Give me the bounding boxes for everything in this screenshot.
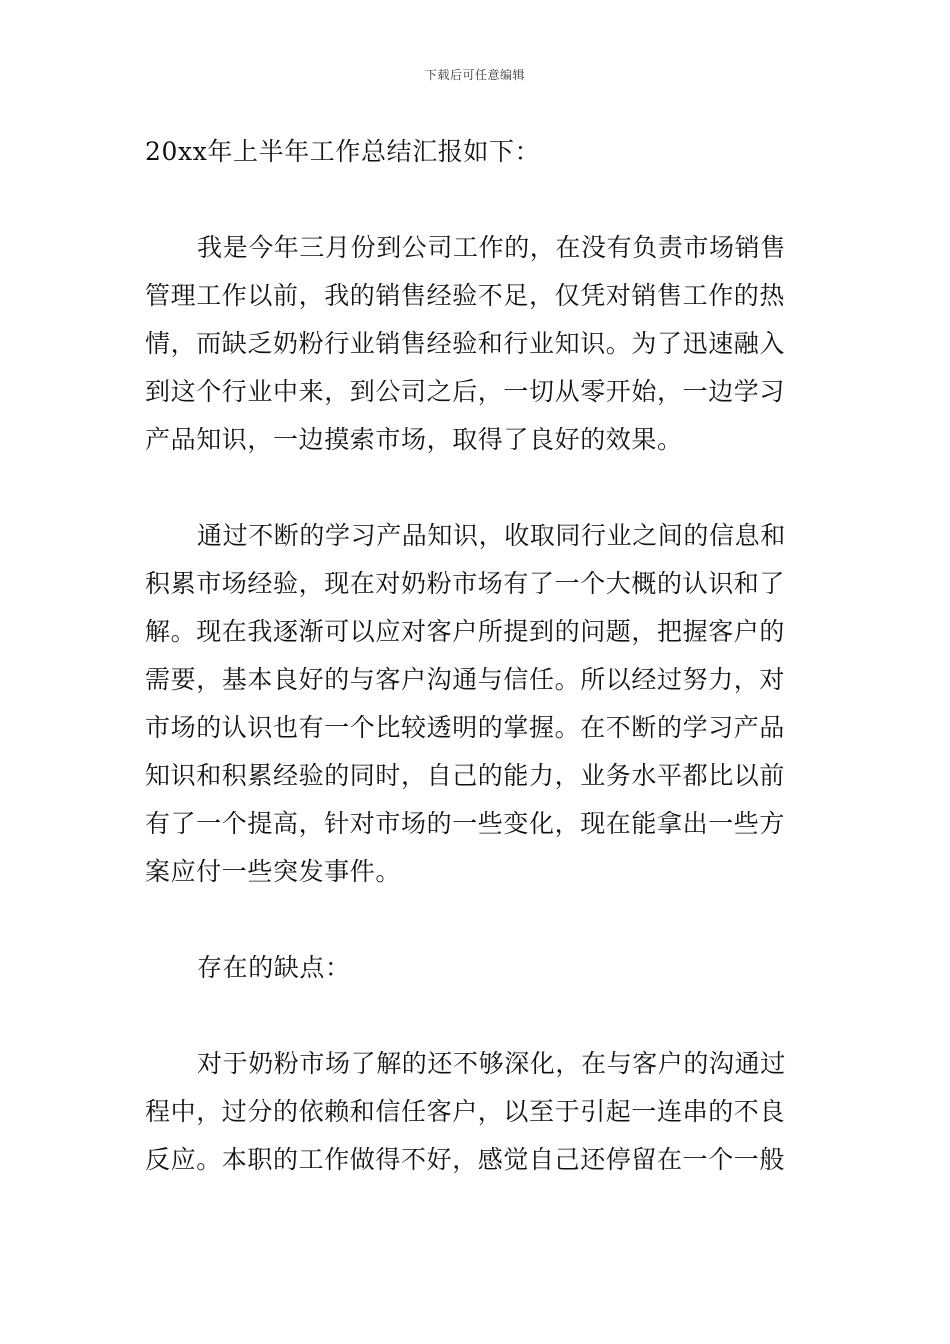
paragraph-gap bbox=[145, 992, 807, 1040]
section-label: 存在的缺点： bbox=[197, 953, 351, 982]
paragraph-line: 情，而缺乏奶粉行业销售经验和行业知识。为了迅速融入 bbox=[145, 329, 786, 358]
paragraph-line: 有了一个提高，针对市场的一些变化，现在能拿出一些方 bbox=[145, 809, 786, 838]
paragraph-line: 积累市场经验，现在对奶粉市场有了一个大概的认识和了 bbox=[145, 569, 786, 598]
document-heading: 20xx年上半年工作总结汇报如下： bbox=[145, 137, 541, 166]
paragraph-gap bbox=[145, 464, 807, 512]
paragraph-3 bbox=[145, 1040, 807, 1184]
paragraph-line: 知识和积累经验的同时，自己的能力，业务水平都比以前 bbox=[145, 761, 786, 790]
paragraph-2 bbox=[145, 512, 807, 896]
paragraph-gap bbox=[145, 176, 807, 224]
paragraph-line: 程中，过分的依赖和信任客户，以至于引起一连串的不良 bbox=[145, 1097, 786, 1126]
paragraph-1 bbox=[145, 224, 807, 464]
header-note: 下载后可任意编辑 bbox=[424, 68, 525, 82]
paragraph-line: 管理工作以前，我的销售经验不足，仅凭对销售工作的热 bbox=[145, 281, 786, 310]
paragraph-line: 解。现在我逐渐可以应对客户所提到的问题，把握客户的 bbox=[145, 617, 786, 646]
paragraph-line: 到这个行业中来，到公司之后，一切从零开始，一边学习 bbox=[145, 377, 786, 406]
paragraph-line: 案应付一些突发事件。 bbox=[145, 857, 402, 886]
paragraph-line: 产品知识，一边摸索市场，取得了良好的效果。 bbox=[145, 425, 683, 454]
paragraph-line: 反应。本职的工作做得不好，感觉自己还停留在一个一般 bbox=[145, 1145, 786, 1174]
paragraph-line: 我是今年三月份到公司工作的，在没有负责市场销售 bbox=[197, 233, 786, 262]
paragraph-line: 市场的认识也有一个比较透明的掌握。在不断的学习产品 bbox=[145, 713, 786, 742]
paragraph-gap bbox=[145, 896, 807, 944]
paragraph-line: 需要，基本良好的与客户沟通与信任。所以经过努力，对 bbox=[145, 665, 786, 694]
paragraph-line: 对于奶粉市场了解的还不够深化，在与客户的沟通过 bbox=[197, 1049, 786, 1078]
document-body bbox=[145, 128, 807, 1184]
paragraph-line: 通过不断的学习产品知识，收取同行业之间的信息和 bbox=[197, 521, 786, 550]
